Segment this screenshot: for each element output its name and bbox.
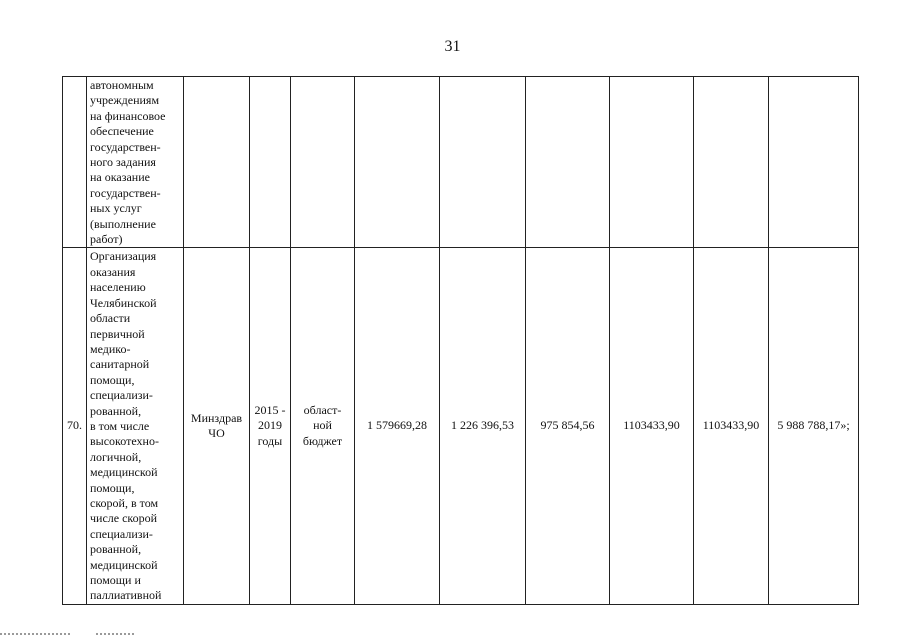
name-line: медико- <box>90 341 131 356</box>
page-number: 31 <box>444 38 461 55</box>
period-line: 2015 - <box>254 403 286 418</box>
value-cell: 1103433,90 <box>694 248 769 604</box>
name-line: первичной <box>90 326 145 341</box>
period-cell <box>250 77 291 248</box>
scan-artifact <box>96 633 136 635</box>
name-line: на оказание <box>90 170 150 185</box>
name-line: автономным <box>90 78 154 92</box>
source-line: бюджет <box>302 433 343 448</box>
row-number-cell <box>63 77 87 248</box>
table-row <box>63 248 859 604</box>
value-cell <box>355 77 440 248</box>
row-number-cell: 70. <box>63 248 87 604</box>
executor-line: ЧО <box>208 426 225 441</box>
name-line: ного задания <box>90 155 156 170</box>
name-line: (выполнение <box>90 216 156 231</box>
name-line: рованной, <box>90 403 142 418</box>
name-line: населению <box>90 280 146 295</box>
name-line: помощи, <box>90 480 135 495</box>
measure-name-cell <box>87 77 184 248</box>
value-cell: 975 854,56 <box>526 248 610 604</box>
executor-cell <box>184 77 250 248</box>
value-cell: 1 579669,28 <box>355 248 440 604</box>
name-line: государствен- <box>90 185 161 200</box>
name-line: обеспечение <box>90 124 154 139</box>
name-line: на финансовое <box>90 108 166 123</box>
name-line: области <box>90 311 131 326</box>
value-cell <box>440 77 526 248</box>
scan-artifact <box>0 633 72 635</box>
name-line: медицинской <box>90 465 158 480</box>
name-line: санитарной <box>90 357 150 372</box>
name-line: учреждениям <box>90 93 160 108</box>
program-table <box>62 76 859 605</box>
name-line: оказания <box>90 264 136 279</box>
measure-name-cell <box>87 248 184 604</box>
source-line: област- <box>303 403 342 418</box>
period-line: 2019 <box>258 418 282 433</box>
table-row <box>63 77 859 248</box>
funding-source-cell <box>291 248 355 604</box>
name-line: специализи- <box>90 526 153 541</box>
name-line: медицинской <box>90 557 158 572</box>
executor-line: Минздрав <box>190 410 243 425</box>
source-line: ной <box>313 418 332 433</box>
name-line: Челябинской <box>90 295 157 310</box>
name-line: специализи- <box>90 388 153 403</box>
name-line: помощи и <box>90 573 141 587</box>
name-line: рованной, <box>90 542 142 557</box>
name-line: числе скорой <box>90 511 158 526</box>
value-cell: 1 226 396,53 <box>440 248 526 604</box>
name-line: государствен- <box>90 139 161 154</box>
period-cell <box>250 248 291 604</box>
total-cell <box>769 77 859 248</box>
period-line: годы <box>257 433 283 448</box>
value-cell <box>610 77 694 248</box>
name-line: высокотехно- <box>90 434 159 449</box>
value-cell <box>694 77 769 248</box>
name-line: помощи, <box>90 372 135 387</box>
name-line: скорой, в том <box>90 495 159 510</box>
name-line: Организация <box>90 249 157 264</box>
value-cell <box>526 77 610 248</box>
name-line: паллиативной <box>90 588 162 603</box>
name-line: ных услуг <box>90 201 142 216</box>
name-line: работ) <box>90 232 123 247</box>
name-line: в том числе <box>90 418 150 433</box>
value-cell: 1103433,90 <box>610 248 694 604</box>
executor-cell <box>184 248 250 604</box>
name-line: логичной, <box>90 449 142 464</box>
funding-source-cell <box>291 77 355 248</box>
total-cell: 5 988 788,17»; <box>769 248 859 604</box>
